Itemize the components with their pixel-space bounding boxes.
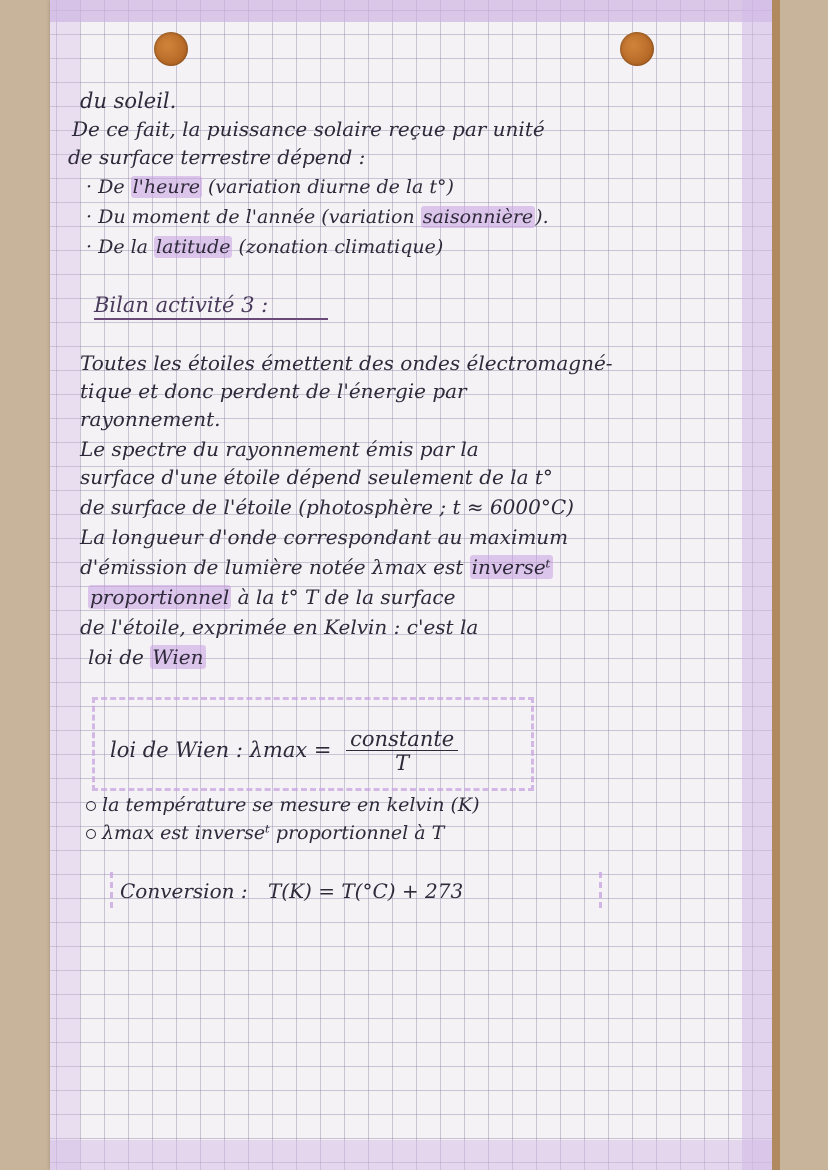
paper-top-margin (50, 0, 772, 22)
intro-bullet-3 (86, 234, 443, 260)
body-line-10: de l'étoile, exprimée en Kelvin : c'est la (80, 615, 479, 639)
body-line-9 (88, 584, 455, 610)
body-line-8 (80, 554, 553, 580)
bullet-3-prefix: · De la (86, 236, 155, 258)
body-line-4: Le spectre du rayonnement émis par la (80, 437, 479, 461)
bullet-1-rest: (variation diurne de la t°) (201, 176, 454, 198)
bilan-title: Bilan activité 3 : (94, 292, 328, 320)
punch-hole-right (620, 32, 654, 66)
highlight-heure: l'heure (132, 176, 200, 198)
body-line-5: surface d'une étoile dépend seulement de la t° (80, 465, 553, 489)
body-line-1: Toutes les étoiles émettent des ondes électromagné- (80, 351, 613, 375)
body-line-8-prefix: d'émission de lumière notée λmax est (80, 555, 470, 579)
paper-right-margin (742, 0, 772, 1170)
highlight-latitude: latitude (156, 236, 231, 258)
paper-left-margin (50, 0, 80, 1170)
conversion-line (120, 878, 463, 904)
conversion-formula: T(K) = T(°C) + 273 (267, 879, 464, 903)
body-line-6: de surface de l'étoile (photosphère ; t ≈ 6000°C) (80, 495, 574, 519)
body-line-3: rayonnement. (80, 407, 221, 431)
wien-denominator: T (395, 751, 410, 775)
wien-formula (110, 728, 458, 775)
body-line-11 (88, 644, 206, 670)
body-line-11-prefix: loi de (88, 645, 151, 669)
intro-line-1: du soleil. (80, 89, 177, 113)
wien-numerator: constante (346, 728, 458, 751)
intro-bullet-2 (86, 204, 549, 230)
body-line-2: tique et donc perdent de l'énergie par (80, 379, 467, 403)
conversion-label: Conversion : (120, 879, 248, 903)
note-1-text: la température se mesure en kelvin (K) (102, 794, 480, 816)
intro-line-3: de surface terrestre dépend : (68, 145, 366, 169)
body-line-7: La longueur d'onde correspondant au maximum (80, 525, 569, 549)
bullet-circle-icon (86, 801, 96, 811)
wien-label: loi de Wien : λmax = (110, 738, 332, 762)
intro-line-2: De ce fait, la puissance solaire reçue par unité (72, 117, 545, 141)
note-2 (86, 820, 444, 846)
bullet-2-prefix: · Du moment de l'année (variation (86, 206, 421, 228)
highlight-inverse: inverseᵗ (471, 555, 551, 579)
bullet-3-rest: (zonation climatique) (232, 236, 444, 258)
binder-edge (772, 0, 780, 1170)
highlight-wien: Wien (152, 645, 204, 669)
note-1 (86, 792, 480, 818)
paper-bottom-margin (50, 1140, 772, 1170)
punch-hole-left (154, 32, 188, 66)
bullet-1-prefix: · De (86, 176, 131, 198)
body-line-9-rest: à la t° T de la surface (231, 585, 456, 609)
bullet-circle-icon (86, 829, 96, 839)
intro-bullet-1 (86, 174, 454, 200)
highlight-proportionnel: proportionnel (90, 585, 230, 609)
highlight-saisonniere: saisonnière (422, 206, 534, 228)
bullet-2-rest: ). (535, 206, 549, 228)
note-2-text: λmax est inverseᵗ proportionnel à T (102, 822, 445, 844)
wien-fraction (346, 728, 458, 775)
